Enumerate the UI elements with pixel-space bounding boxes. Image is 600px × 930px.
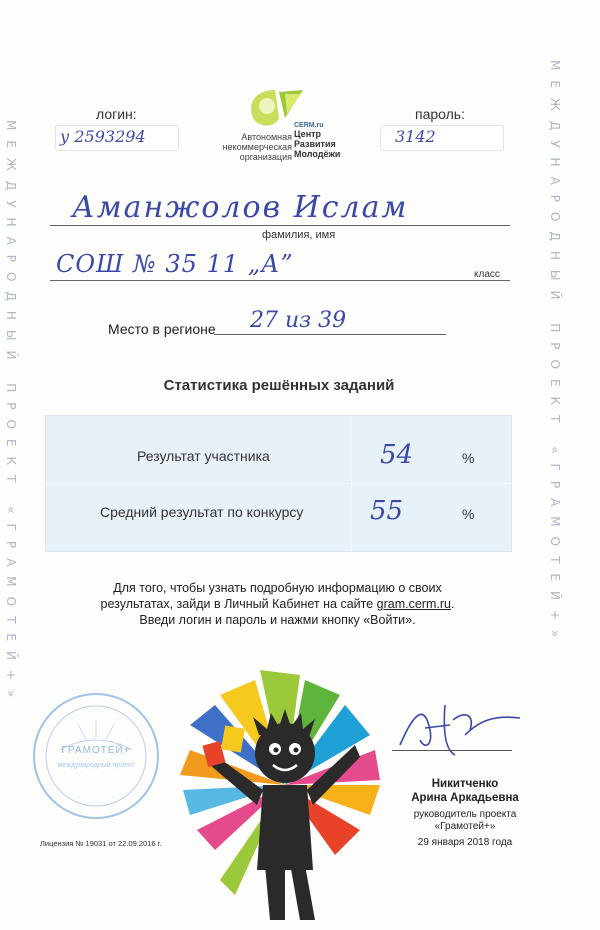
stamp-subtext: международный проект [57,762,135,769]
info-text: Для того, чтобы узнать подробную информацию о своих результатах, зайди в Личный Кабинет на сайте gram.cerm.ru. Введи логин и пароль и нажми кнопку «Войти». [100,581,455,627]
org-name: CERM.ru Центр Развития Молодёжи [294,122,341,159]
org-type: Автономная некоммерческая организация [222,132,292,162]
average-label: Средний результат по конкурсу [100,504,304,520]
signer-fullname: Арина Аркадьевна [411,792,519,804]
license-text: Лицензия № 19031 от 22.09.2016 г. [40,839,162,848]
region-value: 27 из 39 [250,308,347,333]
class-label: класс [474,269,500,280]
right-vertical-text: МЕЖДУНАРОДНЫЙ ПРОЕКТ «ГРАМОТЕЙ+» [548,60,562,648]
school-class: СОШ № 35 11 „А” [56,250,294,278]
average-percent: % [462,506,475,522]
participant-percent: % [462,450,475,466]
site-link[interactable]: gram.cerm.ru [376,597,451,611]
login-box [55,125,179,151]
signature-icon [395,700,525,760]
school-line [50,280,510,281]
region-label: Место в регионе [108,321,216,337]
region-line [214,334,446,335]
stamp-text: ГРАМОТЕЙ+ [61,745,131,756]
org-logo [222,88,370,162]
name-line [50,225,510,226]
signer-name: Никитченко [431,778,499,790]
left-vertical-text: МЕЖДУНАРОДНЫЙ ПРОЕКТ «ГРАМОТЕЙ+» [4,120,18,708]
login-label: логин: [96,106,137,122]
login-value: у 2593294 [60,127,146,146]
mascot-illustration [175,665,405,925]
student-name: Аманжолов Ислам [72,190,409,225]
signer-block [380,777,550,848]
table-divider-h [46,483,511,484]
stats-table [45,415,512,552]
signer-project: «Грамотей+» [434,821,496,832]
stamp-icon [30,690,162,822]
signed-date: 29 января 2018 года [417,837,513,848]
average-score: 55 [370,496,404,526]
password-box [380,125,504,151]
official-stamp [30,690,162,822]
stats-title: Статистика решённых заданий [163,377,395,394]
signature-line [392,750,512,751]
password-label: пароль: [415,106,465,122]
password-value: 3142 [395,127,436,146]
signer-role: руководитель проекта [413,809,517,820]
table-divider-v [351,416,352,551]
name-label: фамилия, имя [262,229,336,241]
participant-score: 54 [380,440,414,470]
participant-label: Результат участника [137,448,270,464]
